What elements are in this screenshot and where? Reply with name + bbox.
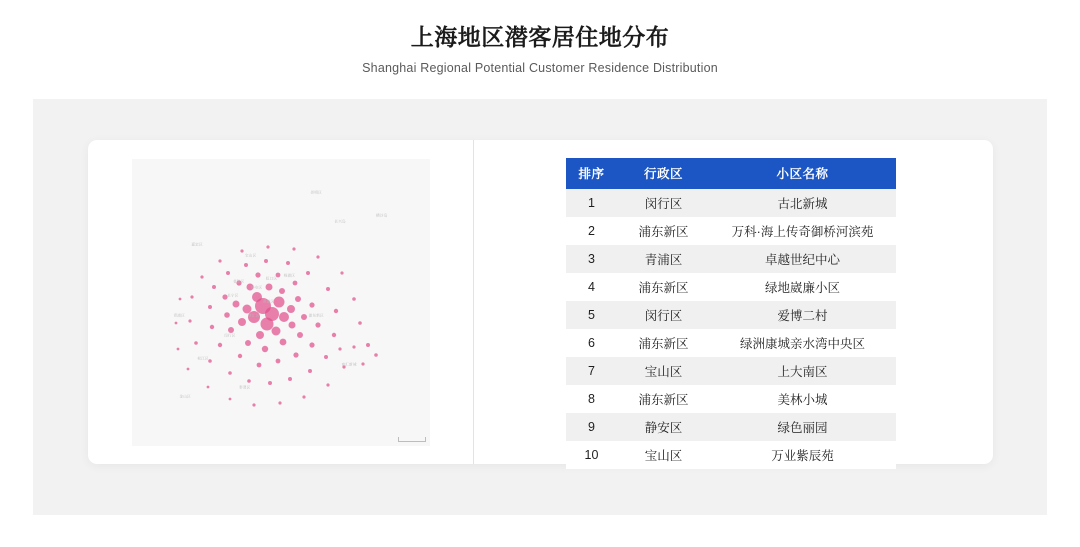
cell-rank: 9: [566, 413, 618, 441]
map-label: 静安区: [250, 285, 263, 290]
cell-district: 浦东新区: [618, 385, 710, 413]
map-label: 虹口区: [265, 276, 278, 281]
map-label: 横沙岛: [376, 213, 388, 218]
cell-district: 浦东新区: [618, 217, 710, 245]
cell-rank: 7: [566, 357, 618, 385]
cell-rank: 8: [566, 385, 618, 413]
table-row: [566, 329, 896, 357]
table-section: [474, 140, 993, 464]
cell-community: 绿洲康城亲水湾中央区: [710, 329, 896, 357]
page-title: 上海地区潜客居住地分布: [410, 24, 670, 50]
map-label: 奉贤区: [239, 385, 251, 390]
page-subtitle: Shanghai Regional Potential Customer Residence Distribution: [362, 60, 718, 75]
cell-district: 浦东新区: [618, 329, 710, 357]
cell-rank: 6: [566, 329, 618, 357]
table-row: [566, 441, 896, 469]
table-row: [566, 273, 896, 301]
cell-district: 浦东新区: [618, 273, 710, 301]
table-row: [566, 357, 896, 385]
table-row: [566, 413, 896, 441]
table-row: [566, 245, 896, 273]
map-label: 徐汇区: [247, 313, 260, 318]
cell-rank: 3: [566, 245, 618, 273]
cell-district: 闵行区: [618, 301, 710, 329]
table-header-row: [566, 158, 896, 189]
map-label: 南汇新城: [341, 362, 357, 367]
cell-community: 爱博二村: [710, 301, 896, 329]
cell-community: 卓越世纪中心: [710, 245, 896, 273]
column-header-rank: 排序: [566, 158, 618, 189]
map-label: 金山区: [179, 394, 191, 399]
map-label: 普陀区: [233, 279, 245, 284]
cell-community: 古北新城: [710, 189, 896, 217]
cell-rank: 4: [566, 273, 618, 301]
table-row: [566, 217, 896, 245]
cell-community: 万科·海上传奇御桥河滨苑: [710, 217, 896, 245]
map-scale-bar: [398, 437, 426, 442]
map-label: 浦东新区: [308, 313, 324, 318]
title-block: [0, 0, 1080, 75]
column-header-district: 行政区: [618, 158, 710, 189]
cell-district: 宝山区: [618, 441, 710, 469]
cell-community: 绿色丽园: [710, 413, 896, 441]
shanghai-density-map[interactable]: [132, 159, 430, 446]
map-label: 崇明区: [310, 190, 322, 195]
map-label: 青浦区: [173, 313, 185, 318]
cell-community: 绿地崴廉小区: [710, 273, 896, 301]
content-card: [88, 140, 993, 464]
map-label: 松江区: [197, 356, 209, 361]
ranking-table: [566, 158, 896, 469]
map-section: [88, 140, 474, 464]
map-label: 闵行区: [224, 333, 236, 338]
table-row: [566, 189, 896, 217]
content-panel: [33, 99, 1047, 515]
cell-district: 宝山区: [618, 357, 710, 385]
cell-district: 青浦区: [618, 245, 710, 273]
map-label: 黄浦区: [262, 299, 275, 304]
map-label: 长宁区: [227, 293, 239, 298]
cell-community: 万业紫辰苑: [710, 441, 896, 469]
cell-district: 闵行区: [618, 189, 710, 217]
cell-district: 静安区: [618, 413, 710, 441]
cell-community: 美林小城: [710, 385, 896, 413]
map-density-points: [132, 159, 430, 446]
map-label: 嘉定区: [191, 242, 203, 247]
map-label: 杨浦区: [283, 273, 296, 278]
cell-rank: 2: [566, 217, 618, 245]
cell-community: 上大南区: [710, 357, 896, 385]
cell-rank: 10: [566, 441, 618, 469]
cell-rank: 1: [566, 189, 618, 217]
cell-rank: 5: [566, 301, 618, 329]
table-row: [566, 385, 896, 413]
map-label: 长兴岛: [334, 219, 346, 224]
column-header-community: 小区名称: [710, 158, 896, 189]
map-label: 宝山区: [244, 253, 257, 258]
table-row: [566, 301, 896, 329]
